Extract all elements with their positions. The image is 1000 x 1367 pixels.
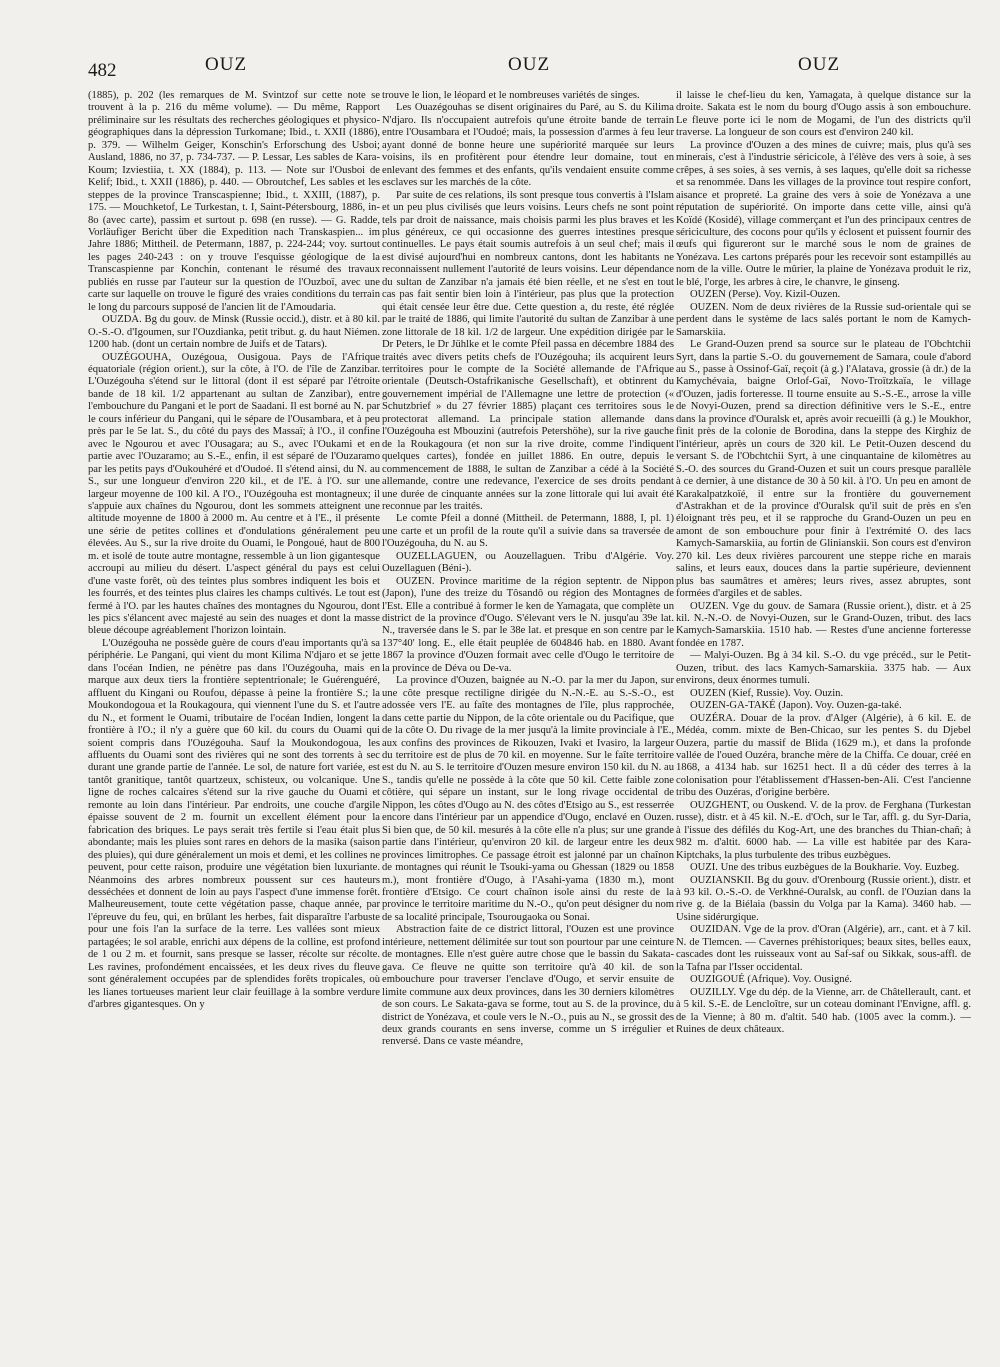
paragraph-ouzen-interior: Abstraction faite de ce district littoral, l'Ouzen est une province intérieure, nettement délimitée sur tout son pourtour par une ceinture de montagnes. Elle n'est guère autre chose que le bassin du Sakata-gava. Ce fleuve ne quitte son territoire qu'à 40 kil. de son embouchure pour traverser l'enclave d'Ougo, et servir ensuite de limite commune aux deux provinces, dans les 30 derniers kilomètres de son cours. Le Sakata-gava se forme, tout au S. de la province, du district de Yonézava, et coule vers le N.-O., puis au N., se grossit des deux grands courants en sens inverse, comme un S irrégulier et renversé. Dans ce vaste méandre,: [382, 924, 674, 1048]
entry-ouzen-kief: OUZEN (Kief, Russie). Voy. Ouzin.: [690, 687, 844, 699]
paragraph-ouzen-geography: La province d'Ouzen, baignée au N.-O. par la mer du Japon, sur une côte presque rectiligne dirigée du N.-N.-E. au S.-S.-O., est adossée vers l'E. au faîte des montagnes de l'île, plus rapprochée, dans cette partie du Nippon, de la côte orientale ou du Pacifique, que de la côte O. Du rivage de la mer jusqu'à la limite provinciale à l'E., aux confins des provinces de Rikouzen, Ivaki et Ivasiro, la largeur du territoire est de plus de 70 kil. en moyenne. Sur le faîte territoire est du N. au S. le territoire d'Ouzen mesure environ 150 kil. du N. au S., tandis qu'elle ne possède à la côte que 50 kil. Cette faible zone côtière, qui sépare un instant, sur le long rivage occidental de Nippon, les côtes d'Ougo au N. des côtes d'Etsigo au S., est resserrée encore dans l'intérieur par un appendice d'Ougo, enclavé en Ouzen. Si bien que, de 50 kil. mesurés à la côte elle n'a plus; sur une grande partie dans l'intérieur, qu'environ 20 kil. de largeur entre les deux provinces limitrophes. Ce passage étroit est jalonné par un chaînon de montagnes qui réunit le Tsouki-yama ou Ghessan (1829 ou 1858 m.), mont frontière d'Ougo, à l'Asahi-yama (1830 m.), mont frontière d'Etsigo. Ce court chaînon isole ainsi du reste de la province le territoire maritime du N.-O., qu'on peut désigner du nom de sa localité principale, Tsourougaoka ou Sonai.: [382, 675, 674, 923]
paragraph-bibliography: (1885), p. 202 (les remarques de M. Svintzof sur cette note se trouvent à la p. 216 du même volume). — Du même, Rapport préliminaire sur les résultats des recherches géologiques et physico-géographiques dans la dépression Turkomane; Ibid., t. XXII (1886), p. 379. — Wilhelm Geiger, Konschin's Erforschung des Usboi; Ausland, 1886, no 37, p. 734-737. — P. Lessar, Les sables de Kara-Koum; Izviestiia, t. XX (1884), p. 113. — Note sur l'Ousboi de Kelif; Ibid., t. XXII (1886), p. 440. — Obroutchef, Les sables et les steppes de la province Transcaspienne; Ibid., t. XXIII, (1887), p. 175. — Mouchketof, Le Turkestan, t. I, Saint-Pétersbourg, 1886, in-8o (avec carte), passim et surtout p. 698 (en russe). — G. Radde, Vorläufiger Bericht über die Expedition nach Transkaspien... im Jahre 1886; Mittheil. de Petermann, 1887, p. 224-244; voy. surtout les pages 240-243 : on y trouve l'esquisse géologique de la Transcaspienne par Konchin, contenant le résumé des travaux publiés en russe par l'auteur sur la question de l'Ouzboï, avec une carte sur laquelle on trouve le figuré des vraies conditions du terrain le long du parcours supposé de l'ancien lit de l'Amoudaria.: [88, 90, 380, 313]
paragraph-grand-ouzen: Le Grand-Ouzen prend sa source sur le plateau de l'Obchtchii Syrt, dans la partie S.-O. du gouvernement de Samara, coule d'abord au S., passe à Ossinof-Gaï, reçoit (à g.) l'Alatava, grossie (à dr.) de la Kamychévaia, baigne Orlof-Gaï, Novo-Troïtzkaïa, le village d'Ouzen, jadis forteresse. Il tourne ensuite au S.-S.-E., arrose la ville de Novyi-Ouzen, prend sa direction définitive vers le S.-E., entre dans la province d'Ouralsk et, après avoir recueilli (à g.) le Moukhor, finit près de la colonie de Borodina, dans la steppe des Kirghiz de l'intérieur, après un cours de 320 kil. Le Petit-Ouzen descend du versant S. de l'Obchtchii Syrt, à une cinquantaine de kilomètres au S.-O. des sources du Grand-Ouzen et suit un cours presque parallèle à ce dernier, à une distance de 30 à 50 kil. à l'O. Un peu en amont de Karakalpatzkoïé, il entre sur la frontière du gouvernement d'Astrakhan et de la province d'Ouralsk qu'il suit de près en s'en éloignant très peu, et il se rapproche du Grand-Ouzen un peu en amont de son embouchure pour finir à l'extrémité O. des lacs Kamych-Samarskiia, au fortin de Glinianskii. Son cours est d'environ 270 kil. Les deux rivières parcourent une steppe riche en marais salins, et leurs eaux, douces dans la partie supérieure, deviennent plus bas saumâtres et amères; leurs rives, assez abruptes, sont formées d'argiles et de sables.: [676, 339, 971, 600]
entry-ouzianskii: OUZIANSKII. Bg du gouv. d'Orenbourg (Russie orient.), distr. et à 93 kil. O.-S.-O. de Verkhné-Ouralsk, au confl. de l'Ouzian dans la rive g. de la Biélaia (bassin du Volga par la Kama). 3460 hab. — Usine sidérurgique.: [676, 874, 971, 923]
entry-ouzera: OUZÉRA. Douar de la prov. d'Alger (Algérie), à 6 kil. E. de Médéa, comm. mixte de Ben-Chicao, sur les pentes S. du Djebel Ouzera, partie du massif de Blida (1629 m.), et dans la profonde vallée de l'oued Ouzéra, branche mère de la Chiffa. Ce douar, créé en 1868, a 4134 hab. sur 16251 hect. Il a dû céder des terres à la colonisation pour l'établissement d'Hassen-ben-Ali. C'est l'ancienne tribu des Ouzéras, d'origine berbère.: [676, 712, 971, 799]
entry-ouzen-perse: OUZEN (Perse). Voy. Kizil-Ouzen.: [690, 289, 841, 301]
text-column-1: [88, 90, 380, 1357]
entry-ouzigoue: OUZIGOUÉ (Afrique). Voy. Ousigné.: [690, 974, 852, 986]
paragraph-continuation: trouve le lion, le léopard et le nombreuses variétés de singes.: [382, 90, 640, 101]
paragraph-continuation-3: il laisse le chef-lieu du ken, Yamagata, à quelque distance sur la droite. Sakata est le nom du bourg d'Ougo assis à son embouchure. Le fleuve porte ici le nom de Mogami, de l'un des districts qu'il traverse. La longueur de son cours est d'environ 240 kil.: [676, 90, 971, 139]
page-number: 482: [88, 60, 117, 81]
text-column-3: [676, 90, 971, 1357]
running-head-center: OUZ: [508, 54, 551, 75]
running-head-left: OUZ: [205, 54, 248, 75]
entry-ouzegouha: OUZÉGOUHA, Ouzégoua, Ousigoua. Pays de l'Afrique équatoriale (région orient.), sur la côte, à l'O. de l'île de Zanzibar. L'Ouzégouha s'étend sur le littoral (dont il est séparé par l'étroite bande de 18 kil. 1/2 appartenant au sultan de Zanzibar), entre l'embouchure du Pangani et le port de Saadani. Il est borné au N. par le cours inférieur du Pangani, qui le sépare de l'Ousambara, et à peu près par le 5e lat. S., du côté du pays des Massaï; à l'O., il confine avec le Ngourou et avec l'Ousagara; au S., avec l'Oukami et en partie avec l'Ouzaramo; au S.-E., enfin, il est séparé de l'Ouzaramo par les petits pays d'Oukouhéré et d'Oudoé. Il s'étend ainsi, du N. au S., sur une longueur d'environ 220 kil., et de l'E. à l'O. sur une largeur moyenne de 100 kil. A l'O., l'Ouzégouha est montagneux; il s'appuie aux chaînes du Ngourou, dont les sommets atteignent une altitude moyenne de 1800 à 2000 m. Au centre et à l'E., il présente une série de petites collines et d'ondulations généralement peu élevées. Au S., sur la rive droite du Ouami, le Pongoué, haut de 800 m. et isolé de toute autre montagne, ressemble à un lion gigantesque accroupi au milieu du désert. L'aspect général du pays est celui d'une vaste forêt, où des teintes plus sombres indiquent les bois et les fourrés, et des teintes plus claires les champs cultivés. Le tout est fermé à l'O. par les hautes chaînes des montagnes du Ngourou, dont les pics s'élancent avec majesté au sein des nuages et dont la masse bleue découpe agréablement l'horizon lointain.: [88, 351, 380, 637]
paragraph-ouzen-industry: La province d'Ouzen a des mines de cuivre; mais, plus qu'à ses minerais, c'est à l'industrie séricicole, à l'élève des vers à soie, à ses crêpes, à ses soies, à ses vernis, à ses laques, qu'elle doit sa richesse et sa renommée. Dans les villages de la province tout respire confort, aisance et propreté. La graine des vers à soie de Yonézava a une réputation de supériorité. On importe dans cette ville, ainsi qu'à Koïdé (Kosidé), village commerçant et l'un des principaux centres de sériciculture, des cocons pour qu'ils y éclosent et puissent fournir des œufs qui figureront sur le marché sous le nom de graines de Yonézava. Les cartons préparés pour les recevoir sont estampillés au nom de la ville. Outre le mûrier, la plaine de Yonézava produit le riz, le blé, l'orge, les arbres à cire, le chanvre, le ginseng.: [676, 139, 971, 288]
entry-ouzda: OUZDA. Bg du gouv. de Minsk (Russie occid.), distr. et à 80 kil. O.-S.-O. d'Igoumen, sur l'Ouzdianka, petit tribut. g. du haut Niémen. 1200 hab. (dont un certain nombre de Juifs et de Tatars).: [88, 314, 380, 351]
entry-ouzen-ga-take: OUZEN-GA-TAKÉ (Japon). Voy. Ouzen-ga-také.: [690, 700, 902, 712]
entry-ouzen-village: OUZEN. Vge du gouv. de Samara (Russie orient.), distr. et à 25 kil. N.-N.-O. de Novyi-Ouzen, sur le Grand-Ouzen, tribut. des lacs Kamych-Samarskiia. 1510 hab. — Restes d'une ancienne forteresse fondée en 1787.: [676, 600, 971, 649]
entry-ouzghent: OUZGHENT, ou Ouskend. V. de la prov. de Ferghana (Turkestan russe), distr. et à 45 kil. N.-E. d'Och, sur le Tar, affl. g. du Syr-Daria, à l'issue des défilés du Kog-Art, une des branches du Thian-chañ; à 982 m. d'altit. 6000 hab. — La ville est habitée par des Kara-Kiptchaks, la plus turbulente des tribus euzbègues.: [676, 799, 971, 861]
paragraph-ouazegouhas: Les Ouazégouhas se disent originaires du Paré, au S. du Kilima N'djaro. Ils n'occupaient autrefois qu'une étroite bande de terrain entre l'Ousambara et l'Oudoé; mais, la possession d'armes à feu leur ayant donné de bonne heure une supériorité marquée sur leurs voisins, ils en profitèrent pour étendre leur domaine, tout en enlevant des femmes et des enfants, qu'ils vendaient ensuite comme esclaves sur les marchés de la côte.: [382, 102, 674, 189]
entry-ouzen-japon: OUZEN. Province maritime de la région septentr. de Nippon (Japon), l'une des treize du Tôsandô ou région des Montagnes de l'Est. Elle a contribué à former le ken de Yamagata, que complète un district de la province d'Ougo. S'élevant vers le N. jusqu'au 39e lat. N., traversée dans le S. par le 38e lat. et presque en son centre par le 137°40' long. E., elle était peuplée de 604846 hab. en 1880. Avant 1867 la province d'Ouzen formait avec celle d'Ougo le territoire de la province de Déva ou De-va.: [382, 575, 674, 674]
paragraph-pfeil: Le comte Pfeil a donné (Mittheil. de Petermann, 1888, I, pl. 1) une carte et un profil de la route qu'il a suivie dans sa traversée de l'Ouzégouha, du N. au S.: [382, 513, 674, 550]
entry-ouzen-rivers: OUZEN. Nom de deux rivières de la Russie sud-orientale qui se perdent dans le système de lacs salés portant le nom de Kamych-Samarskiia.: [676, 301, 971, 338]
text-column-2: [382, 90, 674, 1357]
entry-ouzidan: OUZIDAN. Vge de la prov. d'Oran (Algérie), arr., cant. et à 7 kil. N. de Tlemcen. — Cavernes préhistoriques; beaux sites, belles eaux, cascades dont les ruisseaux vont au Saf-saf ou Sikkak, sous-affl. de la Tafna par l'Isser occidental.: [676, 924, 971, 973]
paragraph-ouzegouha-rivers: L'Ouzégouha ne possède guère de cours d'eau importants qu'à sa périphérie. Le Pangani, qui vient du mont Kilima N'djaro et se jette dans l'océan Indien, ne pénètre pas dans l'Ouzégouha, mais en marque aux deux tiers la frontière septentrionale; le Guérenguéré, affluent du Kingani ou Roufou, dépasse à peine la frontière S.; la Moukondogoua et la Roukagoura, qui viennent l'une du S. et l'autre du N., et forment le Ouami, tributaire de l'océan Indien, longent la frontière à l'O.; il n'y a guère que 60 kil. du cours du Ouami qui soient compris dans l'Ouzégouha. Sauf la Moukondogoua, les affluents du Ouami sont des rivières qui ne sont des torrents à sec durant une grande partie de l'année. Le sol, de nature fort variée, est tantôt granitique, tantôt quartzeux, schisteux, ou volcanique. Une ligne de roches calcaires s'étend sur la rive gauche du Ouami et remonte au loin dans l'intérieur. Par endroits, une couche d'argile épaisse souvent de 2 m. fournit un excellent élément pour la fabrication des briques. Le pays serait très fertile si l'eau était plus abondante; mais les pluies sont rares en dehors de la masika (saison des pluies), qui dure généralement un mois et demi, et les collines ne peuvent, pour cette raison, produire une végétation bien luxuriante. Néanmoins des arbres nombreux poussent sur ces hauteurs desséchées et donnent de loin au pays l'aspect d'une immense forêt. Malheureusement, toute cette végétation passe, chaque année, par l'épreuve du feu, qui, en brûlant les herbes, fait disparaître l'arbuste pour une fois l'an la surface de la terre. Les vallées sont mieux partagées; le sol arable, enrichi aux dépens de la colline, est profond de 1 ou 2 m. et fournit, sans presque se lasser, récolte sur récolte. Les ravines, profondément encaissées, et les deux rives du fleuve sont généralement occupées par de splendides forêts tropicales, où les lianes tortueuses marient leur clair feuillage à la sombre verdure d'arbres gigantesques. On y: [88, 637, 380, 1011]
entry-ouzilly: OUZILLY. Vge du dép. de la Vienne, arr. de Châtellerault, cant. et à 5 kil. S.-E. de Lencloître, sur un coteau dominant l'Envigne, affl. g. de la Vienne; à 80 m. d'altit. 540 hab. (1005 avec la comm.). — Ruines de deux châteaux.: [676, 986, 971, 1035]
entry-malyi-ouzen: — Malyi-Ouzen. Bg à 34 kil. S.-O. du vge précéd., sur le Petit-Ouzen, tribut. des lacs Kamych-Samarskiia. 3375 hab. — Aux environs, deux énormes tumuli.: [676, 650, 971, 687]
entry-ouzi: OUZI. Une des tribus euzbègues de la Boukharie. Voy. Euzbeg.: [690, 862, 960, 874]
running-head-right: OUZ: [798, 54, 841, 75]
paragraph-relations: Par suite de ces relations, ils sont presque tous convertis à l'Islam et un peu plus civilisés que leurs voisins. Leurs chefs ne sont point tels par droit de naissance, mais choisis parmi les plus braves et les plus généreux, ce qui occasionne des guerres intestines presque continuelles. Le pays était soumis autrefois à un seul chef; mais il est divisé aujourd'hui en nombreux cantons, dont les habitants ne reconnaissent nullement l'autorité de leurs voisins. Leur dépendance du sultan de Zanzibar n'a jamais été bien réelle, et ne s'est en tout cas pas fait sentir bien loin à l'intérieur, pas plus que la protection qui était censée leur être due. Cette question a, du reste, été réglée par le traité de 1886, qui limite l'autorité du sultan de Zanzibar à une zone littorale de 18 kil. 1/2 de largeur. Une expédition dirigée par le Dr Peters, le Dr Jühlke et le comte Pfeil passa en décembre 1884 des traités avec divers petits chefs de l'Ouzégouha; ils acquirent leurs territoires pour le compte de la Société allemande de l'Afrique orientale (Deutsch-Ostafrikanische Gesellschaft), et obtinrent du gouvernement impérial de l'Allemagne une lettre de protection (« Schutzbrief » du 27 février 1885) plaçant ces territoires sous le protectorat allemand. La principale station allemande dans l'Ouzégouha est Mbouzini (autrefois Petershöhe), sur la rive gauche de la Roukagoura (et non sur la rive droite, comme l'indiquent quelques cartes), fondée en juillet 1886. En outre, depuis le commencement de 1888, le sultan de Zanzibar a cédé à la Société allemande, contre une redevance, l'exercice de ses droits pendant une durée de cinquante années sur la zone littorale qui lui avait été reconnue par les traités.: [382, 189, 674, 512]
entry-ouzellaguen: OUZELLAGUEN, ou Aouzellaguen. Tribu d'Algérie. Voy. Ouzellaguen (Béni-).: [382, 550, 674, 575]
